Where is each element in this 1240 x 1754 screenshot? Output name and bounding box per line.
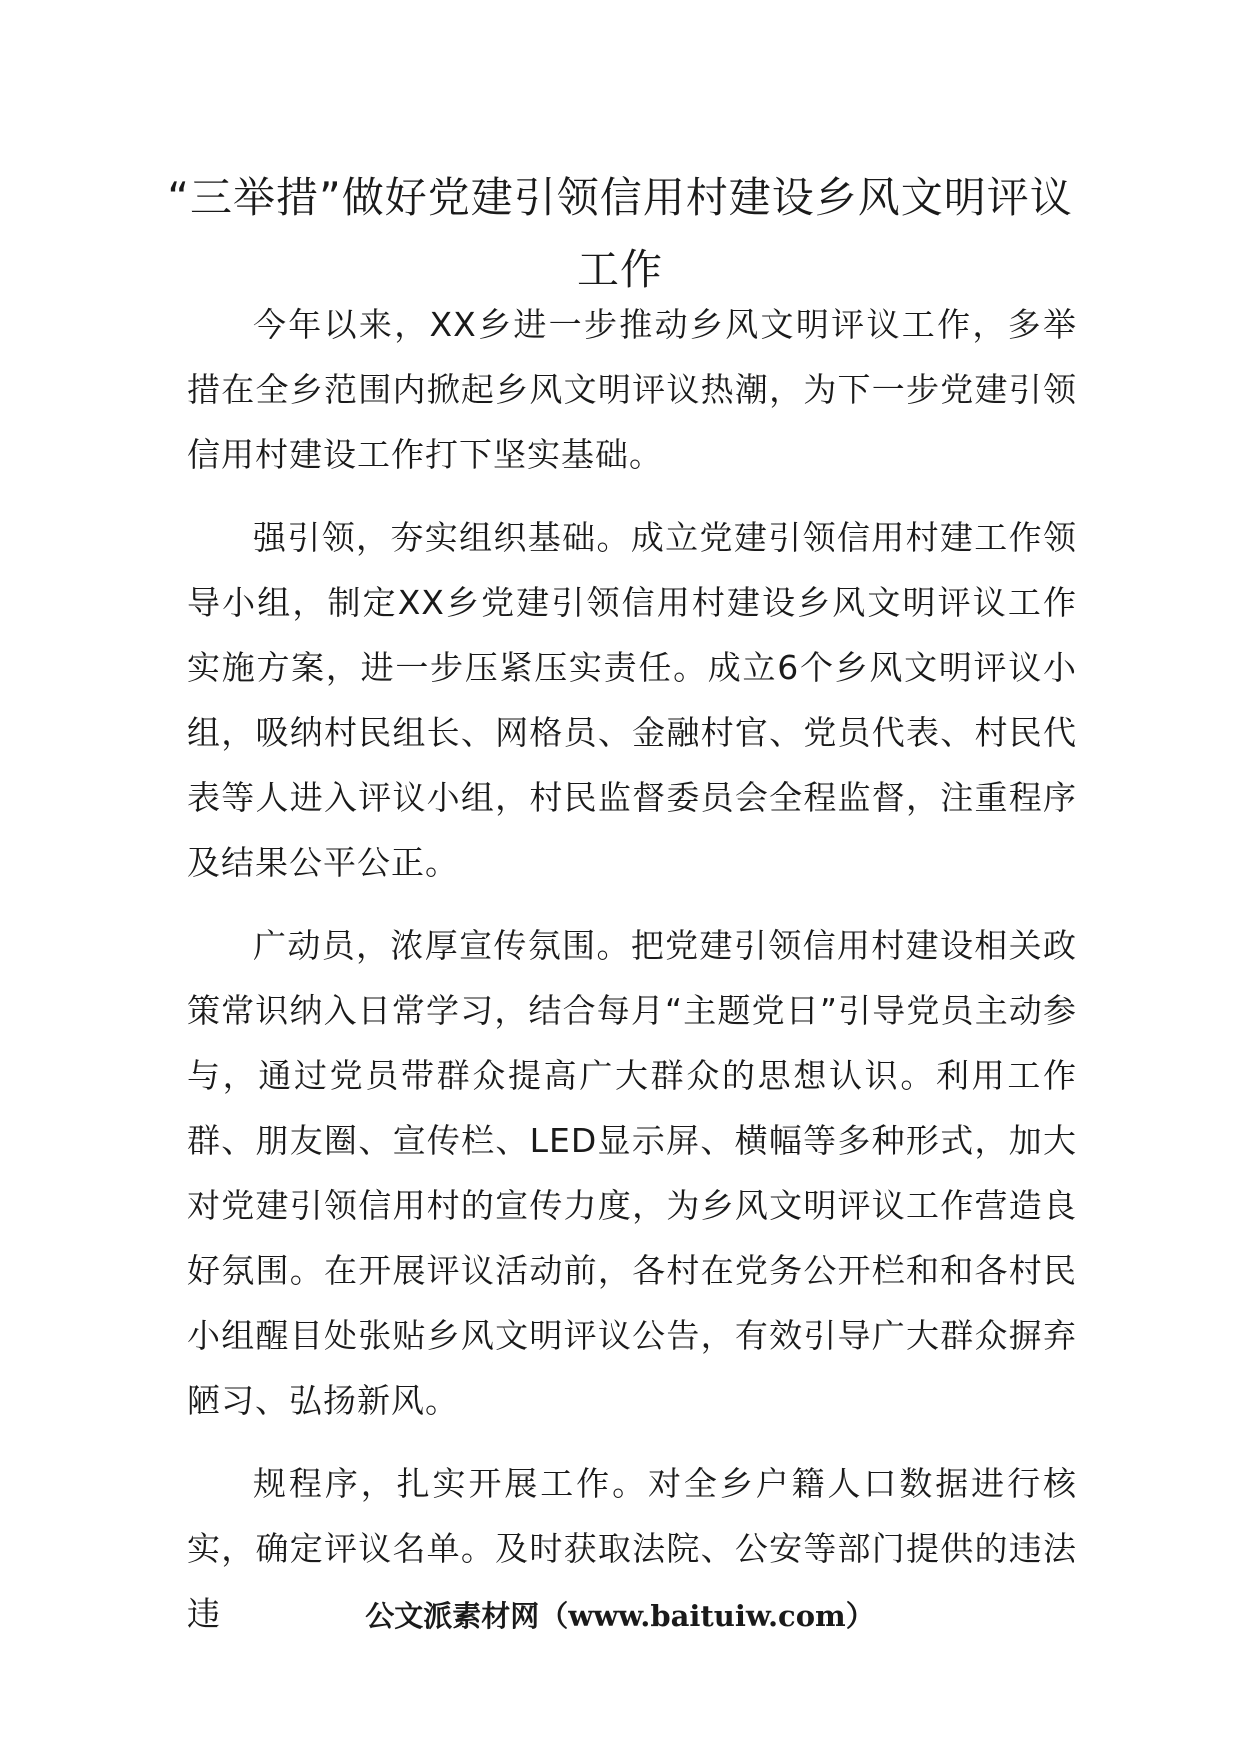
document-body [187, 292, 1077, 1664]
paragraph-procedure: 规程序，扎实开展工作。对全乡户籍人口数据进行核实，确定评议名单。及时获取法院、公安等部门提供的违法违 [187, 1464, 1077, 1633]
paragraph-mobilization: 广动员，浓厚宣传氛围。把党建引领信用村建设相关政策常识纳入日常学习，结合每月“主题党日”引导党员主动参与，通过党员带群众提高广大群众的思想认识。利用工作群、朋友圈、宣传栏、LED显示屏、横幅等多种形式，加大对党建引领信用村的宣传力度，为乡风文明评议工作营造良好氛围。在开展评议活动前，各村在党务公开栏和和各村民小组醒目处张贴乡风文明评议公告，有效引导广大群众摒弃陋习、弘扬新风。 [187, 926, 1077, 1420]
watermark-footer: 公文派素材网（www.baituiw.com） [365, 1599, 875, 1633]
paragraph-intro: 今年以来，XX乡进一步推动乡风文明评议工作，多举措在全乡范围内掀起乡风文明评议热潮，为下一步党建引领信用村建设工作打下坚实基础。 [187, 305, 1077, 474]
paragraph-leadership: 强引领，夯实组织基础。成立党建引领信用村建工作领导小组，制定XX乡党建引领信用村建设乡风文明评议工作实施方案，进一步压紧压实责任。成立6个乡风文明评议小组，吸纳村民组长、网格员、金融村官、党员代表、村民代表等人进入评议小组，村民监督委员会全程监督，注重程序及结果公平公正。 [187, 518, 1077, 882]
document-title: “三举措”做好党建引领信用村建设乡风文明评议工作 [167, 173, 1073, 294]
